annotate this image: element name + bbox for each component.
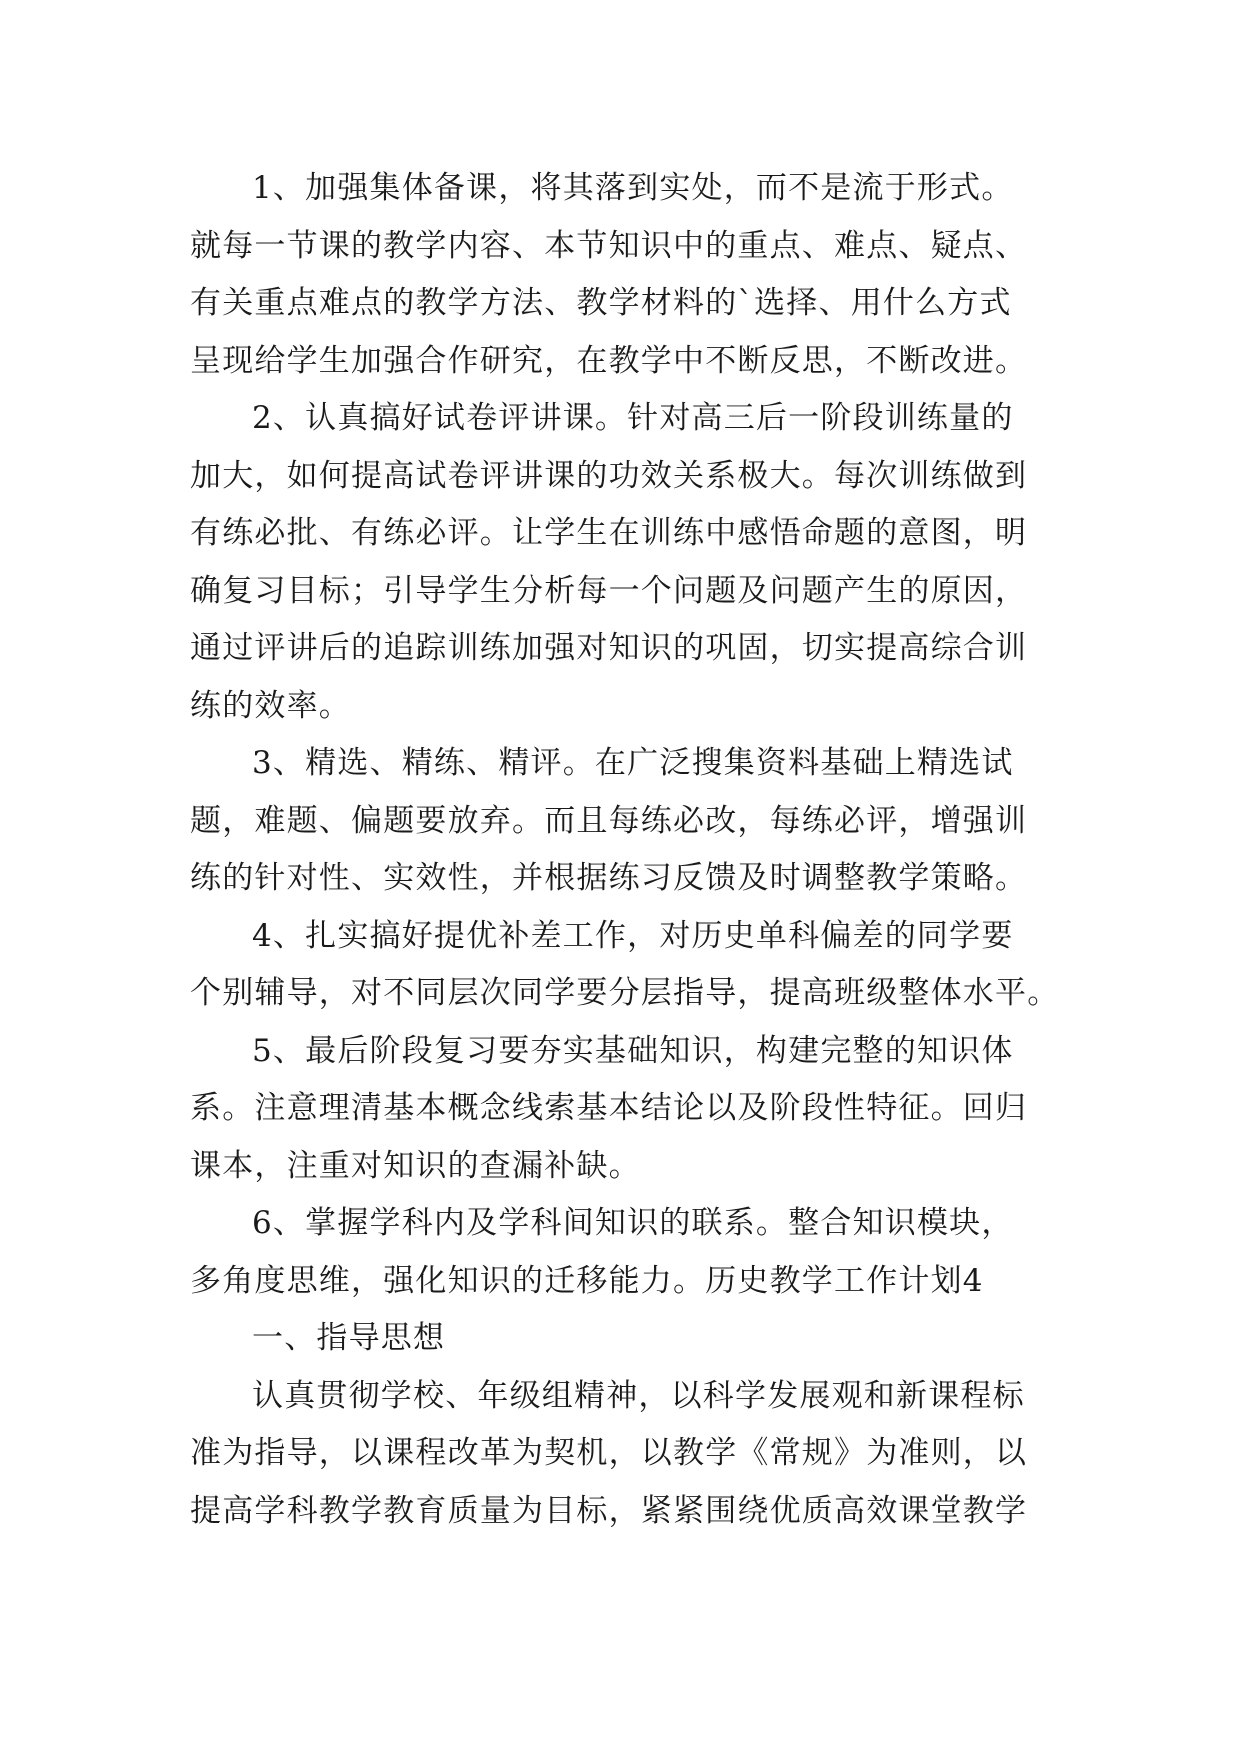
text-line: 6、掌握学科内及学科间知识的联系。整合知识模块， bbox=[252, 1205, 1014, 1241]
section-heading: 一、指导思想 bbox=[252, 1320, 446, 1356]
text-line: 呈现给学生加强合作研究，在教学中不断反思，不断改进。 bbox=[190, 342, 1028, 379]
text-line: 有关重点难点的教学方法、教学材料的`选择、用什么方式 bbox=[190, 285, 1012, 321]
text-line: 提高学科教学教育质量为目标，紧紧围绕优质高效课堂教学 bbox=[190, 1492, 1028, 1529]
text-line: 通过评讲后的追踪训练加强对知识的巩固，切实提高综合训 bbox=[190, 630, 1028, 666]
text-line: 准为指导，以课程改革为契机，以教学《常规》为准则，以 bbox=[190, 1435, 1028, 1471]
text-line: 有练必批、有练必评。让学生在训练中感悟命题的意图，明 bbox=[190, 515, 1028, 551]
text-line: 练的效率。 bbox=[190, 687, 351, 724]
text-line: 练的针对性、实效性，并根据练习反馈及时调整教学策略。 bbox=[190, 860, 1028, 896]
text-line: 多角度思维，强化知识的迁移能力。历史教学工作计划4 bbox=[190, 1262, 984, 1299]
text-line: 加大，如何提高试卷评讲课的功效关系极大。每次训练做到 bbox=[190, 457, 1028, 494]
document-body bbox=[190, 160, 1070, 1540]
text-line: 题，难题、偏题要放弃。而且每练必改，每练必评，增强训 bbox=[190, 802, 1028, 839]
text-line: 5、最后阶段复习要夯实基础知识，构建完整的知识体 bbox=[252, 1032, 1014, 1069]
text-line: 个别辅导，对不同层次同学要分层指导，提高班级整体水平。 bbox=[190, 975, 1060, 1011]
text-line: 就每一节课的教学内容、本节知识中的重点、难点、疑点、 bbox=[190, 227, 1028, 264]
text-line: 课本，注重对知识的查漏补缺。 bbox=[190, 1147, 641, 1184]
text-line: 认真贯彻学校、年级组精神，以科学发展观和新课程标 bbox=[252, 1377, 1025, 1414]
text-line: 1、加强集体备课，将其落到实处，而不是流于形式。 bbox=[252, 170, 1014, 206]
text-line: 确复习目标；引导学生分析每一个问题及问题产生的原因， bbox=[190, 572, 1028, 609]
text-line: 3、精选、精练、精评。在广泛搜集资料基础上精选试 bbox=[252, 745, 1014, 781]
text-line: 4、扎实搞好提优补差工作，对历史单科偏差的同学要 bbox=[252, 917, 1014, 954]
text-line: 2、认真搞好试卷评讲课。针对高三后一阶段训练量的 bbox=[252, 400, 1014, 436]
text-line: 系。注意理清基本概念线索基本结论以及阶段性特征。回归 bbox=[190, 1090, 1028, 1126]
